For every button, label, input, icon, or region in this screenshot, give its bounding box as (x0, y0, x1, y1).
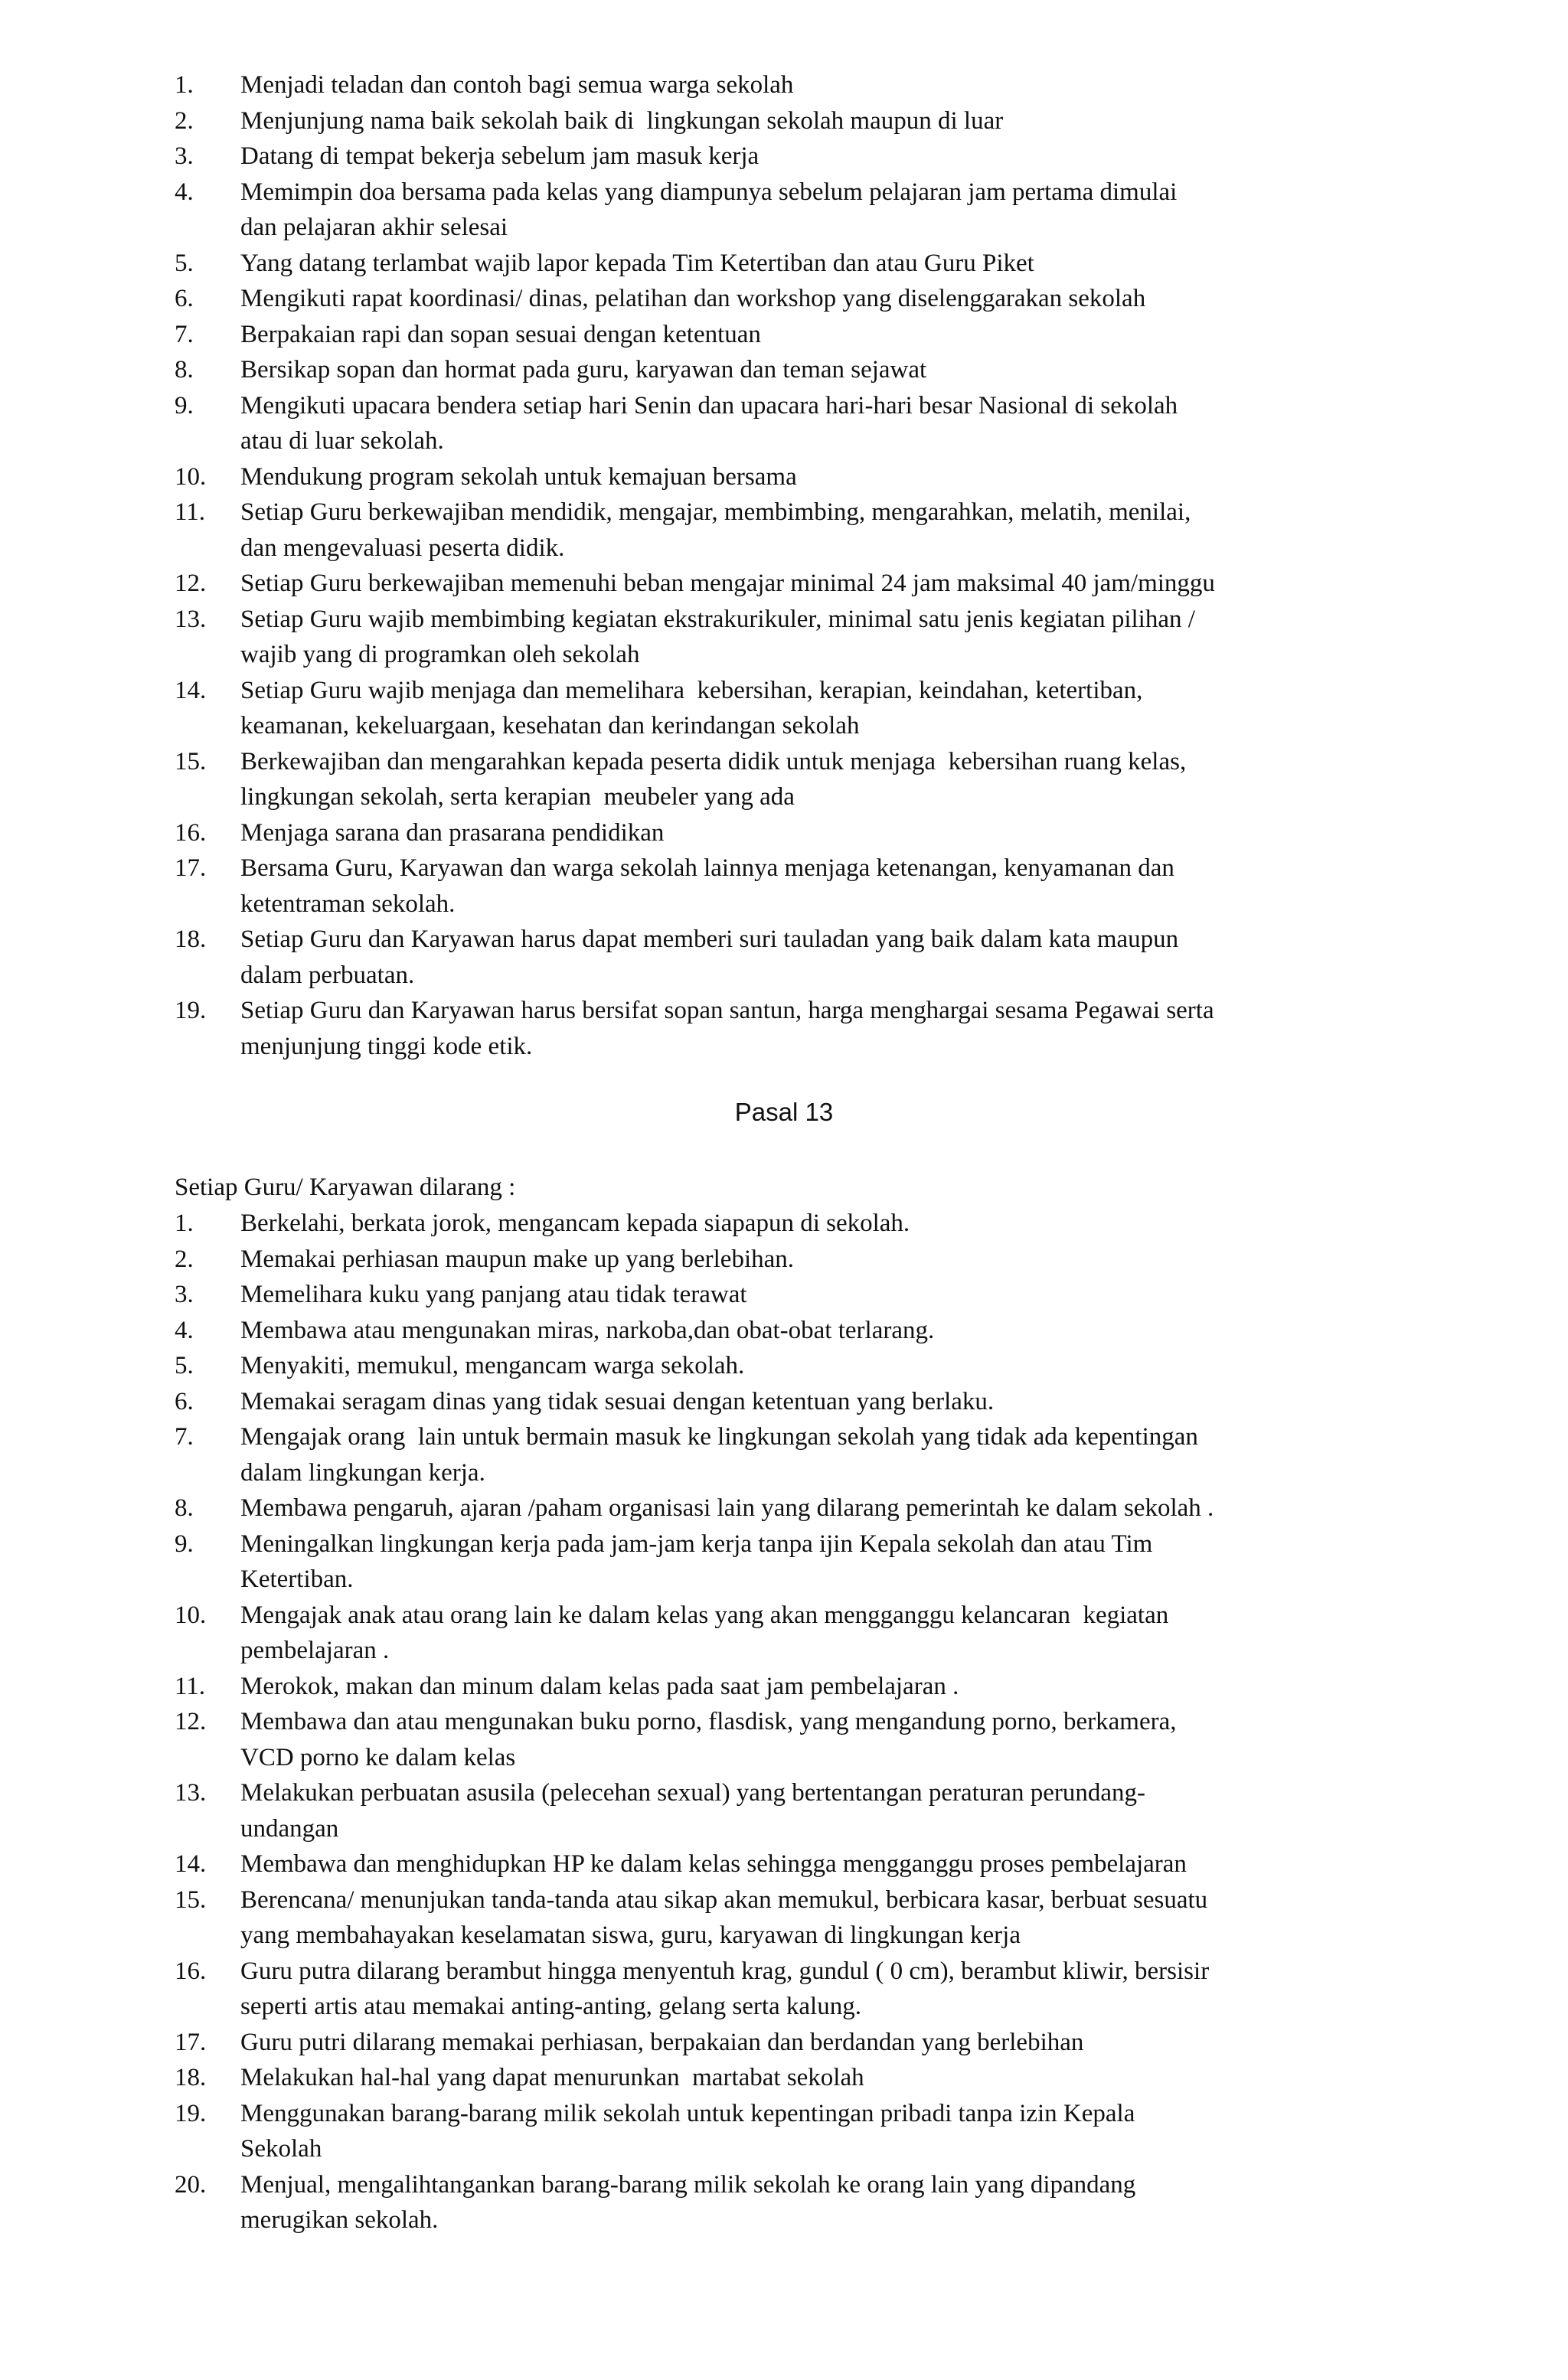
item-text: Memakai perhiasan maupun make up yang berlebihan. (240, 1245, 795, 1273)
item-number: 4. (175, 1316, 194, 1344)
item-number: 3. (175, 142, 194, 170)
list-item (175, 566, 1446, 602)
item-text: Guru putri dilarang memakai perhiasan, berpakaian dan berdandan yang berlebihan (240, 2028, 1084, 2056)
list-item (175, 1242, 1446, 1278)
list-item (175, 1313, 1446, 1349)
item-number: 4. (175, 178, 194, 206)
item-text: Mengajak orang lain untuk bermain masuk ke lingkungan sekolah yang tidak ada kepentingan dalam lingkungan kerja. (240, 1423, 1198, 1487)
item-text: Menjadi teladan dan contoh bagi semua warga sekolah (240, 71, 794, 99)
item-number: 3. (175, 1281, 194, 1308)
item-number: 8. (175, 1494, 194, 1522)
item-number: 20. (175, 2170, 207, 2199)
item-text: Setiap Guru berkewajiban memenuhi beban mengajar minimal 24 jam maksimal 40 jam/minggu (240, 570, 1215, 597)
item-text: Yang datang terlambat wajib lapor kepada Tim Ketertiban dan atau Guru Piket (240, 249, 1034, 277)
item-text: Setiap Guru wajib membimbing kegiatan ekstrakurikuler, minimal satu jenis kegiatan pilihan / wajib yang di programkan oleh sekolah (240, 605, 1195, 668)
list-item (175, 1775, 1446, 1846)
item-text: Menggunakan barang-barang milik sekolah untuk kepentingan pribadi tanpa izin Kepala Sekolah (240, 2099, 1135, 2163)
item-number: 10. (175, 462, 207, 491)
item-number: 9. (175, 391, 194, 420)
list-item (175, 495, 1446, 566)
item-number: 17. (175, 854, 207, 882)
list-item (175, 175, 1446, 246)
item-text: Membawa dan atau mengunakan buku porno, flasdisk, yang mengandung porno, berkamera, VCD porno ke dalam kelas (240, 1708, 1177, 1771)
item-text: Setiap Guru dan Karyawan harus bersifat sopan santun, harga menghargai sesama Pegawai serta menjunjung tinggi kode etik. (240, 997, 1214, 1060)
list-item (175, 1526, 1446, 1598)
list-item (175, 2025, 1446, 2061)
list-item (175, 246, 1446, 282)
item-number: 18. (175, 2064, 207, 2091)
item-number: 13. (175, 1779, 207, 1807)
item-text: Berkelahi, berkata jorok, mengancam kepada siapapun di sekolah. (240, 1210, 910, 1237)
item-text: Bersama Guru, Karyawan dan warga sekolah lainnya menjaga ketenangan, kenyamanan dan ketentraman sekolah. (240, 854, 1174, 918)
list-item (175, 352, 1446, 388)
list-item (175, 2060, 1446, 2096)
list-item (175, 1669, 1446, 1705)
list-item (175, 1704, 1446, 1775)
item-number: 7. (175, 320, 194, 348)
list-item (175, 139, 1446, 175)
list-item (175, 317, 1446, 353)
item-text: Membawa pengaruh, ajaran /paham organisasi lain yang dilarang pemerintah ke dalam sekolah . (240, 1494, 1214, 1522)
item-text: Mendukung program sekolah untuk kemajuan bersama (240, 462, 797, 491)
list-item (175, 1206, 1446, 1242)
item-number: 6. (175, 1387, 194, 1415)
item-number: 2. (175, 1245, 194, 1273)
item-number: 18. (175, 926, 207, 953)
item-text: Memakai seragam dinas yang tidak sesuai dengan ketentuan yang berlaku. (240, 1387, 995, 1415)
item-number: 10. (175, 1601, 207, 1629)
item-text: Meningalkan lingkungan kerja pada jam-jam kerja tanpa ijin Kepala sekolah dan atau Tim Ketertiban. (240, 1530, 1153, 1593)
item-text: Melakukan perbuatan asusila (pelecehan sexual) yang bertentangan peraturan perundang- undangan (240, 1779, 1145, 1843)
list-item (175, 673, 1446, 744)
item-number: 19. (175, 2099, 207, 2127)
list-item (175, 1846, 1446, 1882)
item-number: 12. (175, 1708, 207, 1735)
item-text: Menyakiti, memukul, mengancam warga sekolah. (240, 1352, 745, 1379)
item-text: Setiap Guru berkewajiban mendidik, mengajar, membimbing, mengarahkan, melatih, menilai, dan mengevaluasi peserta didik. (240, 498, 1191, 562)
item-number: 7. (175, 1423, 194, 1451)
list-item (175, 1384, 1446, 1420)
item-text: Memelihara kuku yang panjang atau tidak terawat (240, 1281, 747, 1308)
list-item (175, 602, 1446, 673)
item-text: Setiap Guru wajib menjaga dan memelihara kebersihan, kerapian, keindahan, ketertiban, keamanan, kekeluargaan, kesehatan dan kerindangan sekolah (240, 676, 1143, 739)
item-number: 1. (175, 1210, 194, 1237)
prohibitions-list (175, 1206, 1446, 2238)
list-item (175, 993, 1446, 1064)
item-number: 16. (175, 1957, 207, 1985)
list-item (175, 815, 1446, 851)
item-number: 11. (175, 498, 206, 526)
item-text: Mengikuti upacara bendera setiap hari Senin dan upacara hari-hari besar Nasional di sekolah atau di luar sekolah. (240, 391, 1178, 455)
item-number: 9. (175, 1530, 194, 1558)
item-number: 11. (175, 1672, 206, 1700)
list-item (175, 2096, 1446, 2167)
item-number: 16. (175, 818, 207, 847)
item-number: 15. (175, 747, 207, 775)
item-text: Mengikuti rapat koordinasi/ dinas, pelatihan dan workshop yang diselenggarakan sekolah (240, 285, 1146, 312)
section-intro: Setiap Guru/ Karyawan dilarang : (175, 1174, 516, 1201)
item-text: Merokok, makan dan minum dalam kelas pada saat jam pembelajaran . (240, 1672, 959, 1700)
list-item (175, 1882, 1446, 1954)
item-number: 5. (175, 249, 194, 277)
list-item (175, 103, 1446, 139)
item-number: 14. (175, 676, 207, 704)
section-heading: Pasal 13 (734, 1098, 834, 1126)
item-number: 1. (175, 71, 194, 99)
list-item (175, 2167, 1446, 2238)
list-item (175, 459, 1446, 495)
list-item (175, 744, 1446, 815)
item-text: Membawa dan menghidupkan HP ke dalam kelas sehingga mengganggu proses pembelajaran (240, 1850, 1187, 1878)
item-text: Berencana/ menunjukan tanda-tanda atau sikap akan memukul, berbicara kasar, berbuat sesuatu yang membahayakan keselamatan siswa, guru, karyawan di lingkungan kerja (240, 1885, 1208, 1949)
obligations-list (175, 67, 1446, 1064)
item-number: 6. (175, 285, 194, 312)
list-item (175, 388, 1446, 459)
item-number: 13. (175, 605, 207, 633)
list-item (175, 67, 1446, 103)
item-number: 5. (175, 1352, 194, 1379)
list-item (175, 850, 1446, 922)
item-number: 12. (175, 570, 207, 597)
list-item (175, 1490, 1446, 1526)
item-number: 14. (175, 1850, 207, 1878)
item-text: Menjaga sarana dan prasarana pendidikan (240, 818, 665, 847)
item-text: Menjual, mengalihtangankan barang-barang milik sekolah ke orang lain yang dipandang merugikan sekolah. (240, 2170, 1136, 2234)
item-number: 15. (175, 1885, 207, 1914)
list-item (175, 1348, 1446, 1384)
item-text: Membawa atau mengunakan miras, narkoba,dan obat-obat terlarang. (240, 1316, 935, 1344)
item-text: Berpakaian rapi dan sopan sesuai dengan ketentuan (240, 320, 761, 348)
item-text: Datang di tempat bekerja sebelum jam masuk kerja (240, 142, 760, 170)
item-number: 19. (175, 997, 207, 1024)
list-item (175, 1419, 1446, 1490)
item-text: Guru putra dilarang berambut hingga menyentuh krag, gundul ( 0 cm), berambut kliwir, bersisir seperti artis atau memakai anting-anting, gelang serta kalung. (240, 1957, 1210, 2020)
item-number: 2. (175, 106, 194, 135)
item-number: 17. (175, 2028, 207, 2056)
item-text: Berkewajiban dan mengarahkan kepada peserta didik untuk menjaga kebersihan ruang kelas, lingkungan sekolah, serta kerapian meubeler yang ada (240, 747, 1187, 811)
item-text: Mengajak anak atau orang lain ke dalam kelas yang akan mengganggu kelancaran kegiatan pembelajaran . (240, 1601, 1169, 1664)
item-number: 8. (175, 356, 194, 384)
item-text: Melakukan hal-hal yang dapat menurunkan martabat sekolah (240, 2064, 864, 2091)
item-text: Memimpin doa bersama pada kelas yang diampunya sebelum pelajaran jam pertama dimulai dan pelajaran akhir selesai (240, 178, 1178, 241)
list-item (175, 1954, 1446, 2025)
item-text: Menjunjung nama baik sekolah baik di lingkungan sekolah maupun di luar (240, 106, 1004, 135)
list-item (175, 922, 1446, 993)
item-text: Bersikap sopan dan hormat pada guru, karyawan dan teman sejawat (240, 356, 927, 384)
list-item (175, 1277, 1446, 1313)
list-item (175, 281, 1446, 317)
item-text: Setiap Guru dan Karyawan harus dapat memberi suri tauladan yang baik dalam kata maupun dalam perbuatan. (240, 926, 1179, 989)
list-item (175, 1598, 1446, 1669)
